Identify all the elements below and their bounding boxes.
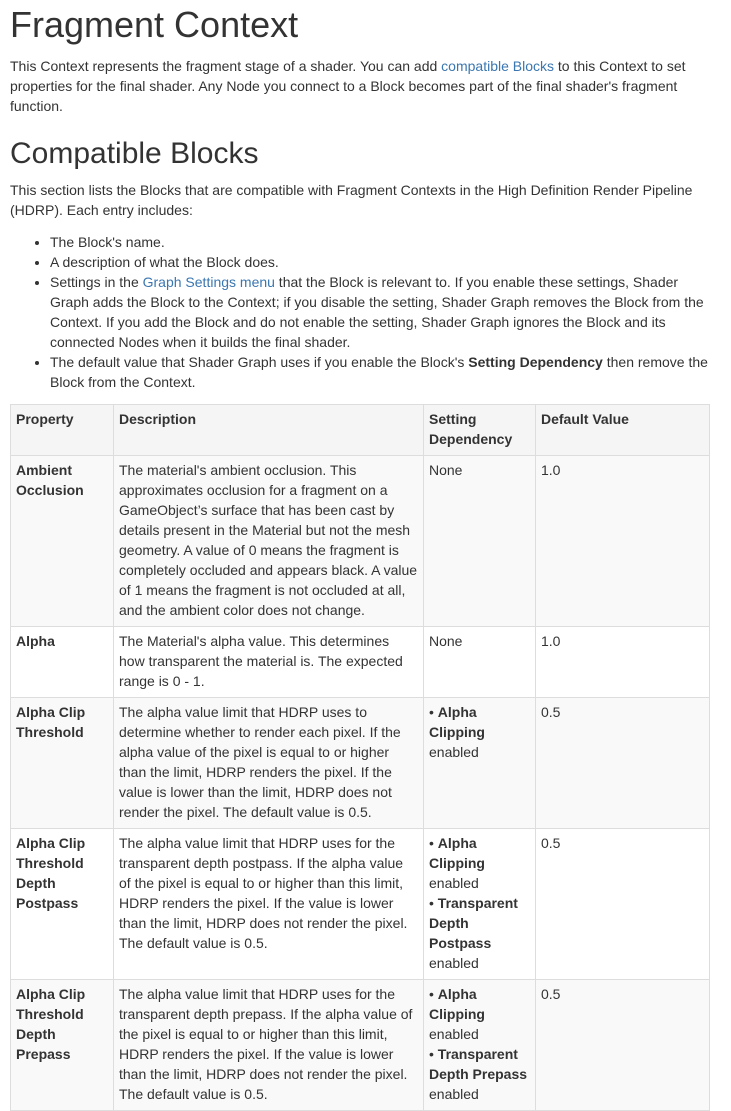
bullet-mark: • [429, 704, 438, 720]
cell-property: Alpha Clip Threshold Depth Prepass [11, 980, 114, 1111]
list-item [50, 352, 710, 392]
dependency-item [429, 833, 530, 893]
list-item-text: Settings in the [50, 274, 143, 290]
cell-description: The alpha value limit that HDRP uses to determine whether to render each pixel. If the alpha value of the pixel is equal to or higher than the limit, HDRP renders the pixel. If the value is lower than the limit, HDRP does not render the pixel. The default value is 0.5. [114, 698, 424, 829]
table-row [11, 829, 710, 980]
header-default-value: Default Value [536, 405, 710, 456]
table-row [11, 980, 710, 1111]
intro-text-start: This Context represents the fragment stage of a shader. You can add [10, 58, 442, 74]
list-item: • A description of what the Block does. [50, 252, 710, 272]
dependency-setting: Alpha Clipping [429, 835, 485, 871]
dependency-state: enabled [429, 955, 479, 971]
cell-description: The alpha value limit that HDRP uses for the transparent depth postpass. If the alpha value of the pixel is equal to or higher than this limit, HDRP renders the pixel. If the value is lower than the limit, HDRP does not render the pixel. The default value is 0.5. [114, 829, 424, 980]
cell-dependency [424, 698, 536, 829]
table-row [11, 698, 710, 829]
cell-default: 0.5 [536, 829, 710, 980]
graph-settings-menu-link[interactable]: Graph Settings menu [142, 274, 275, 290]
cell-description: The Material's alpha value. This determines how transparent the material is. The expected range is 0 - 1. [114, 627, 424, 698]
cell-default: 1.0 [536, 627, 710, 698]
list-item: • The Block's name. [50, 232, 710, 252]
bullet-mark: • [429, 895, 438, 911]
blocks-table [10, 404, 710, 1111]
cell-description: The alpha value limit that HDRP uses for the transparent depth prepass. If the alpha value of the pixel is equal to or higher than this limit, HDRP renders the pixel. If the value is lower than the limit, HDRP does not render the pixel. The default value is 0.5. [114, 980, 424, 1111]
dependency-state: enabled [429, 744, 479, 760]
cell-default: 0.5 [536, 980, 710, 1111]
entry-list [10, 232, 710, 392]
intro-text-end: to this Context to set properties for the final shader. Any Node you connect to a Block becomes part of the final shader's fragment function. [10, 58, 686, 114]
cell-dependency [424, 829, 536, 980]
dependency-item [429, 984, 530, 1044]
bullet-mark: • [429, 835, 438, 851]
header-setting-dependency: Setting Dependency [424, 405, 536, 456]
cell-default: 1.0 [536, 456, 710, 627]
cell-dependency: None [424, 456, 536, 627]
list-item-text: The default value that Shader Graph uses if you enable the Block's [50, 354, 469, 370]
cell-dependency [424, 980, 536, 1111]
cell-dependency: None [424, 627, 536, 698]
table-header-row [11, 405, 710, 456]
bullet-mark: • [429, 1046, 438, 1062]
bullet-mark: • [429, 986, 438, 1002]
cell-property: Alpha Clip Threshold [11, 698, 114, 829]
section-intro: This section lists the Blocks that are compatible with Fragment Contexts in the High Definition Render Pipeline (HDRP). Each entry includes: [10, 182, 693, 218]
dependency-state: enabled [429, 1026, 479, 1042]
cell-default: 0.5 [536, 698, 710, 829]
dependency-item [429, 1044, 530, 1104]
dependency-setting: Transparent Depth Postpass [429, 895, 518, 951]
list-item-text: then remove the Block from the Context. [50, 354, 708, 390]
dependency-setting: Transparent Depth Prepass [429, 1046, 528, 1082]
compatible-blocks-link[interactable]: compatible Blocks [441, 58, 554, 74]
document-page [10, 0, 710, 1111]
cell-property: Alpha Clip Threshold Depth Postpass [11, 829, 114, 980]
list-item [50, 272, 710, 352]
dependency-item [429, 702, 530, 762]
dependency-setting: Alpha Clipping [429, 986, 485, 1022]
cell-property: Alpha [11, 627, 114, 698]
cell-description: The material's ambient occlusion. This approximates occlusion for a fragment on a GameObject’s surface that has been cast by details present in the Material but not the mesh geometry. A value of 0 means the fragment is completely occluded and appears black. A value of 1 means the fragment is not occluded at all, and the ambient color does not change. [114, 456, 424, 627]
page-title: Fragment Context [10, 4, 299, 45]
header-description: Description [114, 405, 424, 456]
list-item-text: that the Block is relevant to. If you enable these settings, Shader Graph adds the Block to the Context; if you disable the setting, Shader Graph removes the Block from the Context. If you add the Block and do not enable the setting, Shader Graph ignores the Block and its connected Nodes when it builds the final shader. [50, 274, 704, 350]
header-property: Property [11, 405, 114, 456]
intro-paragraph [10, 56, 710, 116]
cell-property: Ambient Occlusion [11, 456, 114, 627]
section-title: Compatible Blocks [10, 137, 259, 170]
dependency-state: enabled [429, 875, 479, 891]
dependency-setting: Alpha Clipping [429, 704, 485, 740]
list-item-bold: Setting Dependency [468, 354, 603, 370]
table-row [11, 627, 710, 698]
dependency-item [429, 893, 530, 973]
table-row [11, 456, 710, 627]
dependency-state: enabled [429, 1086, 479, 1102]
